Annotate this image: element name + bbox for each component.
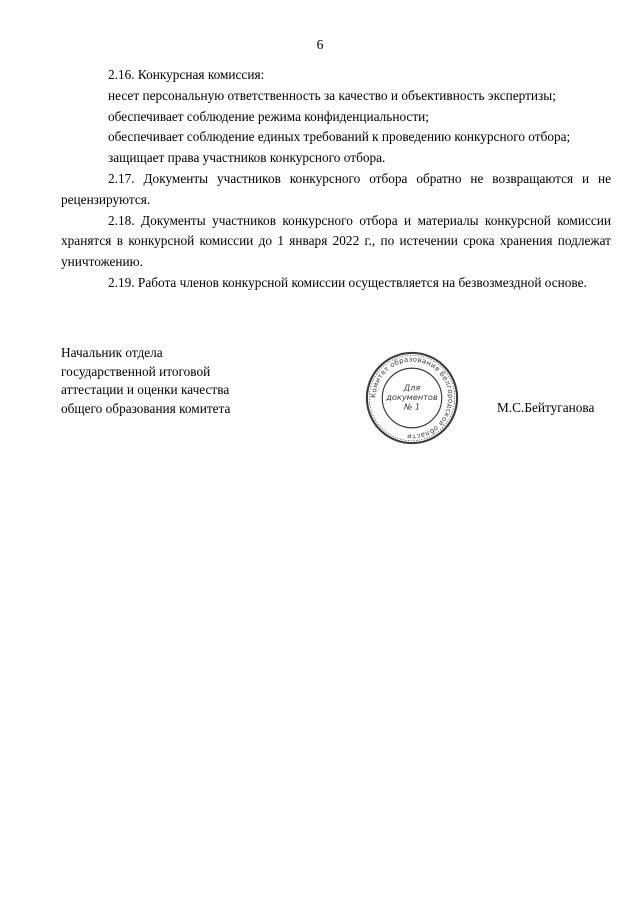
signatory-title-line: аттестации и оценки качества — [61, 382, 230, 397]
signature-block — [61, 344, 230, 418]
signatory-title-line: общего образования комитета — [61, 400, 231, 416]
stamp-center-line: № 1 — [403, 401, 421, 412]
paragraph: 2.19. Работа членов конкурсной комиссии осуществляется на безвозмездной основе. — [108, 274, 587, 290]
stamp-ring-text: Комитет образования Белгородской области — [369, 355, 455, 441]
official-stamp — [364, 350, 460, 446]
signatory-title-line: государственной итоговой — [61, 363, 211, 379]
stamp-center-line: документов — [386, 391, 438, 402]
document-body — [61, 65, 611, 294]
paragraph: 2.18. Документы участников конкурсного отбора и материалы конкурсной комиссии хранятся в конкурсной комиссии до 1 января 2022 г., по истечении срока хранения подлежат уничтожению. — [61, 212, 611, 270]
paragraph: обеспечивает соблюдение режима конфиденциальности; — [108, 108, 429, 124]
signatory-title-line: Начальник отдела — [61, 345, 163, 360]
paragraph: обеспечивает соблюдение единых требований к проведению конкурсного отбора; — [108, 129, 571, 145]
page-number: 6 — [316, 37, 324, 52]
paragraph: 2.17. Документы участников конкурсного отбора обратно не возвращаются и не рецензируются. — [61, 170, 611, 207]
paragraph: несет персональную ответственность за качество и объективность экспертизы; — [108, 87, 556, 103]
paragraph: защищает права участников конкурсного отбора. — [108, 150, 386, 166]
paragraph: 2.16. Конкурсная комиссия: — [108, 67, 265, 82]
signatory-name: М.С.Бейтуганова — [497, 400, 595, 415]
stamp-center-line: Для — [403, 382, 421, 393]
